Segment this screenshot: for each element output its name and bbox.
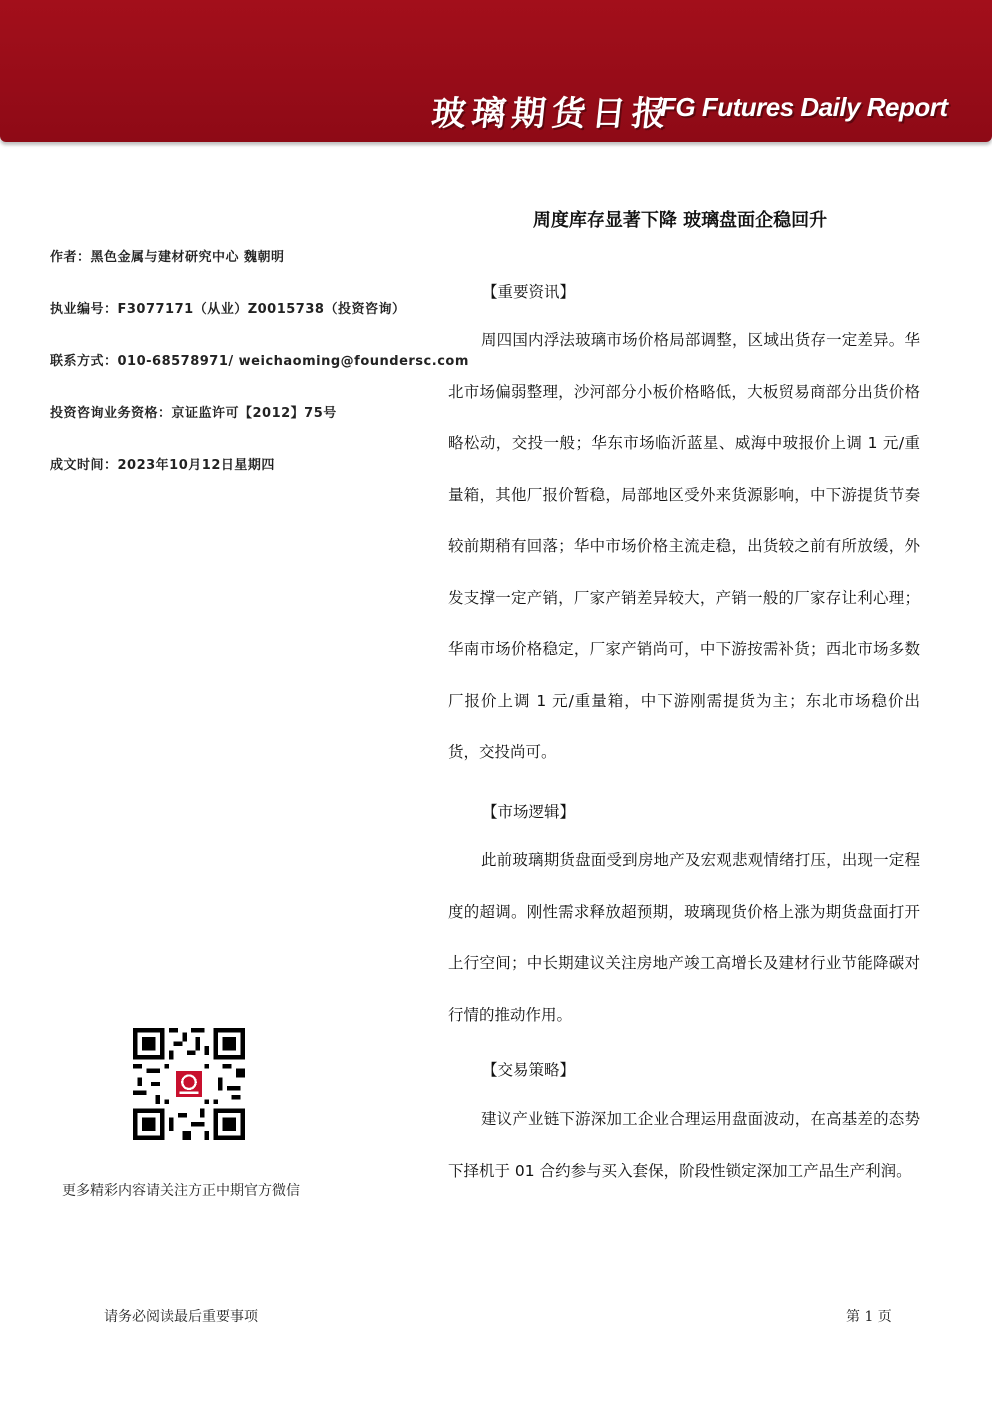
report-title-en: FG Futures Daily Report: [660, 92, 948, 122]
footer-notice: 请务必阅读最后重要事项: [104, 1309, 258, 1325]
section-heading-strategy: 【交易策略】: [482, 1061, 576, 1079]
license-line: 执业编号：F3077171（从业）Z0015738（投资咨询）: [50, 302, 406, 317]
section-body-strategy: 建议产业链下游深加工企业合理运用盘面波动，在高基差的态势下择机于 01 合约参与买入套保，阶段性锁定深加工产品生产利润。: [448, 1110, 920, 1180]
date-line: 成文时间：2023年10月12日星期四: [50, 458, 275, 473]
author-line: 作者：黑色金属与建材研究中心 魏朝明: [50, 250, 285, 265]
section-heading-news: 【重要资讯】: [482, 283, 576, 301]
page-number: 第 1 页: [846, 1309, 892, 1325]
section-body-news: 周四国内浮法玻璃市场价格局部调整，区域出货存一定差异。华北市场偏弱整理，沙河部分小板价格略低，大板贸易商部分出货价格略松动，交投一般；华东市场临沂蓝星、威海中玻报价上调 1 元/重量箱，其他厂报价暂稳，局部地区受外来货源影响，中下游提货节奏较前期稍有回落；华中市场价格主流走稳，出货较之前有所放缓，外发支撑一定产销，厂家产销差异较大，产销一般的厂家存让利心理；华南市场价格稳定，厂家产销尚可，中下游按需补货；西北市场多数厂报价上调 1 元/重量箱，中下游刚需提货为主；东北市场稳价出货，交投尚可。: [448, 331, 920, 761]
section-heading-logic: 【市场逻辑】: [482, 803, 576, 821]
report-title-cn: 玻璃期货日报: [429, 94, 674, 134]
qr-code-icon: [133, 1028, 245, 1140]
contact-line: 联系方式：010-68578971/ weichaoming@foundersc.com: [50, 354, 469, 369]
qr-caption: 更多精彩内容请关注方正中期官方微信: [62, 1183, 300, 1199]
qualification-line: 投资咨询业务资格：京证监许可【2012】75号: [50, 406, 337, 421]
article-title: 周度库存显著下降 玻璃盘面企稳回升: [532, 210, 828, 231]
section-body-logic: 此前玻璃期货盘面受到房地产及宏观悲观情绪打压，出现一定程度的超调。刚性需求释放超预期，玻璃现货价格上涨为期货盘面打开上行空间；中长期建议关注房地产竣工高增长及建材行业节能降碳对行情的推动作用。: [448, 851, 920, 1024]
header-banner: [0, 0, 992, 142]
